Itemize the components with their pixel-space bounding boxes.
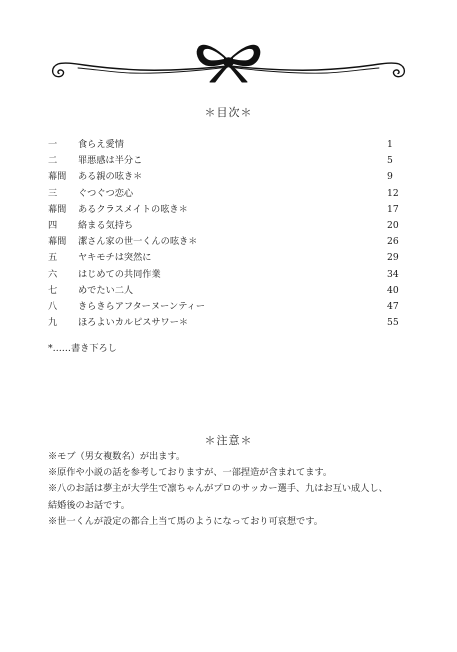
toc-page-number: 1 [387,139,393,150]
toc-row[interactable] [48,137,410,153]
toc-row[interactable] [48,169,410,185]
toc-page-number: 55 [387,317,399,329]
toc-title: ＊目次＊ [204,106,253,119]
toc-row[interactable] [48,315,410,331]
toc-page-number: 12 [387,187,399,199]
notes-section [48,449,418,530]
toc-page-number: 17 [387,203,399,215]
toc-chapter-number: 二 [48,155,58,167]
toc-chapter-number: 六 [48,268,58,280]
toc-footnote: *……書き下ろし [48,343,117,354]
toc-chapter-title: 絡まる気持ち [78,219,134,231]
toc-chapter-number: 幕間 [48,203,67,215]
toc-chapter-title: 食らえ愛情 [78,139,124,150]
toc-page-number: 20 [387,219,399,231]
toc-chapter-number: 一 [48,139,58,150]
toc-chapter-title: 潔さん家の世一くんの呟き＊ [78,236,198,248]
note-line: ※八のお話は夢主が大学生で凛ちゃんがプロのサッカー選手、九はお互い成人し、 [48,483,388,495]
toc-chapter-number: 幕間 [48,236,67,248]
note-line: ※モブ（男女複数名）が出ます。 [48,451,186,462]
table-of-contents [48,137,410,331]
toc-row[interactable] [48,267,410,283]
toc-chapter-number: 五 [48,252,58,264]
toc-chapter-title: めでたい二人 [78,284,134,296]
toc-chapter-title: あるクラスメイトの呟き＊ [78,203,188,215]
toc-page-number: 26 [387,236,399,248]
toc-chapter-number: 七 [48,284,58,296]
toc-page-number: 47 [387,300,399,312]
toc-row[interactable] [48,299,410,315]
toc-chapter-title: きらきらアフターヌーンティー [78,300,206,312]
toc-chapter-number: 八 [48,300,58,312]
notes-title: ＊注意＊ [204,434,253,447]
note-line: 結婚後のお話です。 [48,499,130,511]
toc-chapter-title: ぐつぐつ恋心 [78,187,134,199]
toc-page-number: 34 [387,268,399,280]
toc-row[interactable] [48,186,410,202]
toc-page-number: 9 [387,171,393,183]
toc-row[interactable] [48,283,410,299]
toc-page-number: 5 [387,155,393,167]
toc-chapter-number: 三 [48,187,58,199]
toc-row[interactable] [48,202,410,218]
toc-chapter-title: ほろよいカルピスサワー＊ [78,317,189,329]
toc-chapter-title: ある親の呟き＊ [78,171,143,183]
toc-row[interactable] [48,153,410,169]
toc-chapter-title: ヤキモチは突然に [78,252,152,264]
toc-chapter-title: はじめての共同作業 [78,268,161,280]
toc-row[interactable] [48,234,410,250]
toc-chapter-number: 四 [48,219,58,231]
toc-page-number: 29 [387,252,399,264]
toc-row[interactable] [48,218,410,234]
note-line: ※原作や小説の話を参考しておりますが、一部捏造が含まれてます。 [48,467,333,479]
toc-page-number: 40 [387,284,399,296]
toc-row[interactable] [48,250,410,266]
note-line: ※世一くんが設定の都合上当て馬のようになっており可哀想です。 [48,515,323,527]
ribbon-bow-ornament-icon [48,38,409,88]
toc-chapter-number: 九 [48,317,58,329]
toc-chapter-number: 幕間 [48,171,67,183]
toc-chapter-title: 罪悪感は半分こ [78,155,143,167]
